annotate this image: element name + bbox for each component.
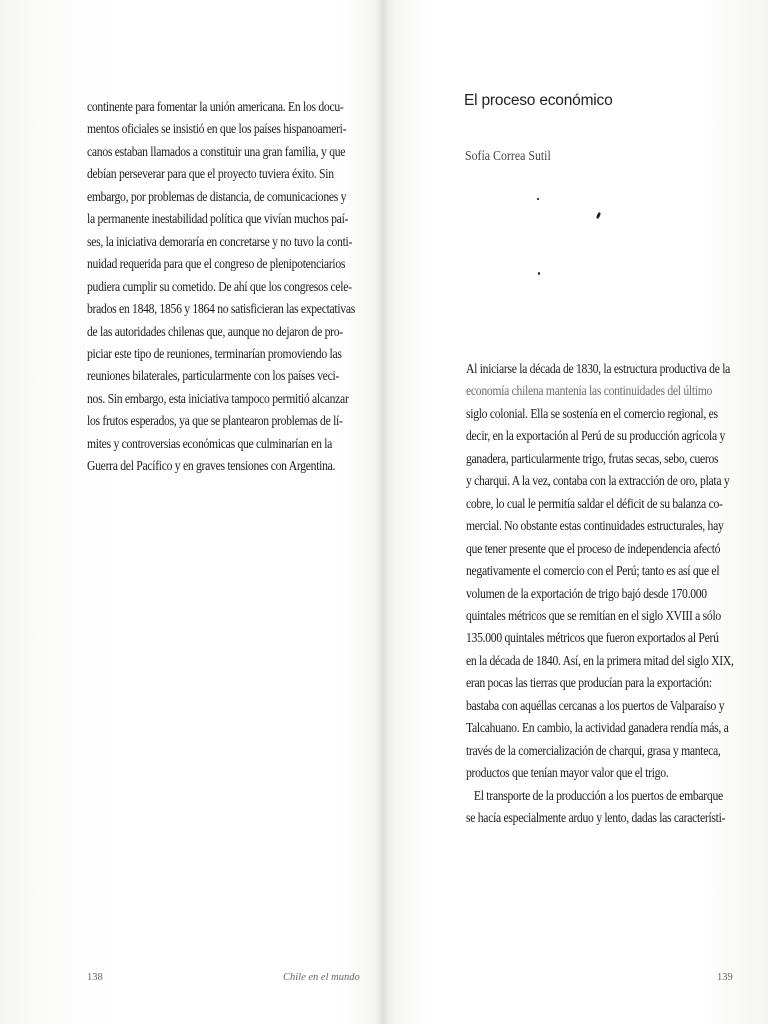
text-line: cobre, lo cual le permitía saldar el déficit de su balanza co-: [466, 495, 723, 511]
text-line: Guerra del Pacífico y en graves tensiones con Argentina.: [87, 458, 336, 474]
text-line: piciar este tipo de reuniones, terminarían promoviendo las: [87, 345, 342, 361]
text-line: nuidad requerida para que el congreso de plenipotenciarios: [87, 256, 346, 272]
text-line: mites y controversias económicas que culminarían en la: [87, 435, 333, 451]
text-line: través de la comercialización de charqui, grasa y manteca,: [466, 742, 721, 758]
text-line: debían perseverar para que el proyecto tuviera éxito. Sin: [87, 166, 334, 182]
text-line: los frutos esperados, ya que se plantearon problemas de lí-: [87, 413, 343, 429]
text-line: se hacía especialmente arduo y lento, dadas las característi-: [466, 810, 726, 826]
ink-speck: [537, 198, 539, 200]
text-line: ganadera, particularmente trigo, frutas secas, sebo, cueros: [466, 450, 719, 466]
text-line: embargo, por problemas de distancia, de comunicaciones y: [87, 188, 347, 204]
text-line: Al iniciarse la década de 1830, la estructura productiva de la: [466, 361, 731, 376]
text-line: economía chilena mantenía las continuidades del último: [466, 383, 713, 399]
left-page-number: 138: [87, 972, 103, 983]
text-line: volumen de la exportación de trigo bajó desde 170.000: [466, 585, 707, 601]
ink-speck: [538, 272, 540, 275]
text-line: El transporte de la producción a los puertos de embarque: [466, 787, 723, 803]
right-page-number: 139: [717, 972, 733, 983]
text-line: bastaba con aquéllas cercanas a los puertos de Valparaíso y: [466, 697, 725, 713]
text-line: que tener presente que el proceso de independencia afectó: [466, 540, 721, 556]
text-line: decir, en la exportación al Perú de su producción agrícola y: [466, 428, 726, 444]
text-line: quintales métricos que se remitían en el siglo XVIII a sólo: [466, 607, 721, 623]
text-line: brados en 1848, 1856 y 1864 no satisficieran las expectativas: [87, 301, 355, 317]
text-line: mercial. No obstante estas continuidades estructurales, hay: [466, 518, 724, 534]
left-page-body-text: [87, 96, 355, 478]
text-line: ses, la iniciativa demoraría en concretarse y no tuvo la conti-: [87, 233, 353, 249]
text-line: Talcahuano. En cambio, la actividad ganadera rendía más, a: [466, 720, 729, 736]
text-line: y charqui. A la vez, contaba con la extracción de oro, plata y: [466, 473, 730, 489]
text-line: siglo colonial. Ella se sostenía en el comercio regional, es: [466, 405, 718, 421]
text-line: canos estaban llamados a constituir una gran familia, y que: [87, 143, 346, 159]
text-line: mentos oficiales se insistió en que los países hispanoameri-: [87, 121, 347, 137]
chapter-title: El proceso económico: [464, 92, 613, 109]
text-line: productos que tenían mayor valor que el trigo.: [466, 765, 669, 781]
text-line: pudiera cumplir su cometido. De ahí que los congresos cele-: [87, 278, 352, 294]
text-line: de las autoridades chilenas que, aunque no dejaron de pro-: [87, 323, 343, 339]
right-page-body-text: [466, 358, 734, 830]
text-line: reuniones bilaterales, particularmente con los países veci-: [87, 368, 340, 384]
text-line: la permanente inestabilidad política que vivían muchos paí-: [87, 211, 349, 227]
text-line: en la década de 1840. Así, en la primera mitad del siglo XIX,: [466, 652, 734, 668]
text-line: negativamente el comercio con el Perú; tanto es así que el: [466, 563, 720, 579]
running-title: Chile en el mundo: [283, 972, 360, 983]
text-line: eran pocas las tierras que producían para la exportación:: [466, 675, 712, 691]
text-line: 135.000 quintales métricos que fueron exportados al Perú: [466, 630, 719, 646]
text-line: continente para fomentar la unión americana. En los docu-: [87, 99, 344, 114]
chapter-author: Sofía Correa Sutil: [465, 148, 551, 163]
text-line: nos. Sin embargo, esta iniciativa tampoco permitió alcanzar: [87, 390, 349, 406]
